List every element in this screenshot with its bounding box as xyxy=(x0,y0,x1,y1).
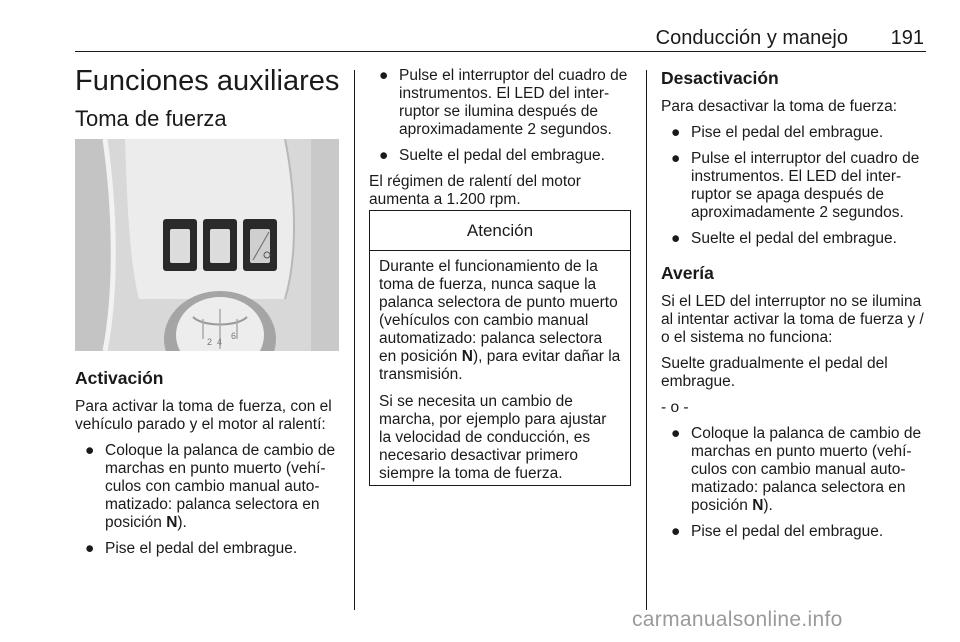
bullet-icon: ● xyxy=(379,147,389,164)
fault-heading: Avería xyxy=(661,263,714,283)
page-number: 191 xyxy=(890,27,924,49)
gear-label: 6 xyxy=(231,331,237,341)
step-text: Pise el pedal del embrague. xyxy=(691,523,884,540)
attention-paragraph: Si se necesita un cambio de marcha, por ejemplo para ajustar la velocidad de conducción, es necesario desactivar primero siempre la toma de fuerza. xyxy=(379,393,607,482)
step-text: Suelte el pedal del embrague. xyxy=(399,147,605,164)
list-item xyxy=(661,150,927,222)
running-header-title: Conducción y manejo xyxy=(655,27,848,49)
idle-speed-note: El régimen de ralentí del motor aumenta a 1.200 rpm. xyxy=(369,173,581,208)
bullet-icon: ● xyxy=(671,523,681,540)
attention-text-end: ), para evitar dañar la transmisión. xyxy=(379,348,621,383)
step-text-end: ). xyxy=(763,497,773,514)
bullet-icon: ● xyxy=(671,230,681,247)
bullet-icon: ● xyxy=(671,425,681,442)
list-item xyxy=(75,540,341,558)
activation-intro: Para activar la toma de fuerza, con el vehículo parado y el motor al ralentí: xyxy=(75,398,332,433)
step-text: Pise el pedal del embrague. xyxy=(691,124,884,141)
list-item xyxy=(369,147,633,165)
list-item xyxy=(661,425,927,515)
attention-text: Durante el funcionamiento de la toma de fuerza, nunca saque la palanca selectora de punto muerto (vehículos con cambio manual automatizado: palanca selectora en posición xyxy=(379,258,618,365)
list-item xyxy=(369,67,633,139)
step-text: Coloque la palanca de cambio de marchas en punto muerto (vehí-culos con cambio manual auto-matizado: palanca selectora en posición xyxy=(105,442,336,531)
list-item xyxy=(661,523,927,541)
bullet-icon: ● xyxy=(671,124,681,141)
activation-section xyxy=(75,367,341,566)
step-text: Coloque la palanca de cambio de marchas en punto muerto (vehí-culos con cambio manual auto-matizado: palanca selectora en posición xyxy=(691,425,922,514)
activation-heading: Activación xyxy=(75,368,164,388)
column-divider-1 xyxy=(354,70,355,610)
list-item xyxy=(661,230,927,248)
or-separator: - o - xyxy=(661,399,689,416)
step-text-end: ). xyxy=(177,514,187,531)
attention-box xyxy=(369,210,631,486)
bullet-icon: ● xyxy=(379,67,389,84)
list-item xyxy=(661,124,927,142)
neutral-position-label: N xyxy=(752,497,764,514)
bullet-icon: ● xyxy=(671,150,681,167)
source-watermark: carmanualsonline.info xyxy=(632,608,843,631)
list-item xyxy=(75,442,341,532)
column-divider-2 xyxy=(646,70,647,610)
step-text: Pise el pedal del embrague. xyxy=(105,540,298,557)
deactivation-section xyxy=(661,67,927,549)
step-text: Pulse el interruptor del cuadro de instrumentos. El LED del inter-ruptor se ilumina después de aproximadamente 2 segundos. xyxy=(399,67,628,138)
header-rule xyxy=(75,51,926,52)
section-subtitle: Toma de fuerza xyxy=(75,106,227,131)
fault-instruction: Suelte gradualmente el pedal del embrague. xyxy=(661,355,888,390)
bullet-icon: ● xyxy=(85,442,95,459)
activation-continued xyxy=(369,67,633,217)
attention-title: Atención xyxy=(370,211,630,251)
step-text: Pulse el interruptor del cuadro de instrumentos. El LED del inter-ruptor se apaga después de aproximadamente 2 segundos. xyxy=(691,150,920,221)
pto-switch-photo xyxy=(75,139,339,351)
bullet-icon: ● xyxy=(85,540,95,557)
step-text: Suelte el pedal del embrague. xyxy=(691,230,897,247)
gear-label: 2 xyxy=(207,337,213,347)
section-title: Funciones auxiliares xyxy=(75,65,340,97)
attention-paragraph xyxy=(379,258,621,384)
deactivation-heading: Desactivación xyxy=(661,68,779,88)
neutral-position-label: N xyxy=(166,514,178,531)
deactivation-intro: Para desactivar la toma de fuerza: xyxy=(661,98,898,115)
fault-intro: Si el LED del interruptor no se ilumina al intentar activar la toma de fuerza y / o el sistema no funciona: xyxy=(661,293,924,346)
gear-label: 4 xyxy=(217,337,223,347)
switch-panel-illustration xyxy=(75,139,339,351)
neutral-position-label: N xyxy=(461,348,473,365)
